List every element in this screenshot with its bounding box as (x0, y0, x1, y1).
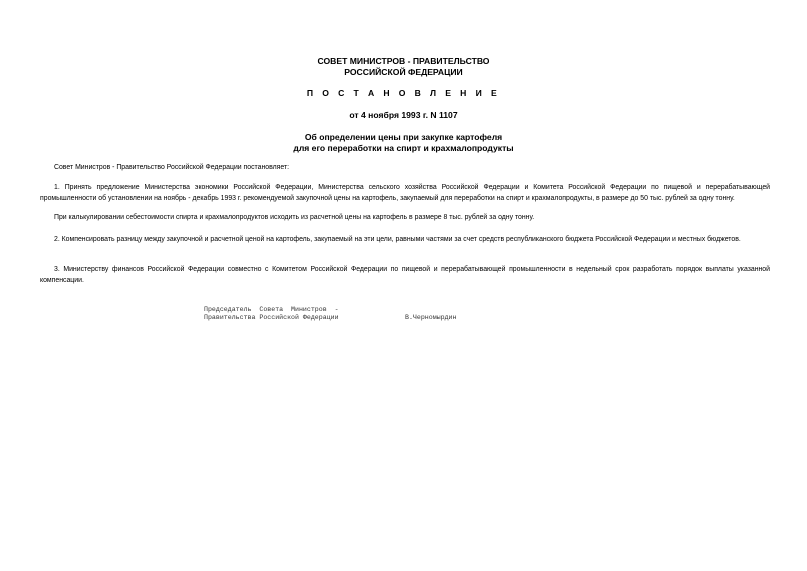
decree-title-line2: для его переработки на спирт и крахмалопродукты (293, 143, 514, 153)
signatory-name: В.Черномырдин (405, 314, 457, 321)
intro-paragraph: Совет Министров - Правительство Российской Федерации постановляет: (54, 164, 290, 171)
paragraph-3: 3. Министерству финансов Российской Федерации совместно с Комитетом Российской Федерации по пищевой и перерабатывающей промышленности в недельный срок разработать порядок выплаты указанной компенсации. (40, 266, 770, 284)
decree-date-number: от 4 ноября 1993 г. N 1107 (349, 110, 458, 120)
signatory-title-line1: Председатель Совета Министров - (204, 306, 339, 313)
decree-heading: П О С Т А Н О В Л Е Н И Е (306, 88, 501, 98)
decree-title-line1: Об определении цены при закупке картофеля (304, 132, 503, 142)
paragraph-1b: При калькулировании себестоимости спирта и крахмалопродуктов исходить из расчетной цены на картофель в размере 8 тыс. рублей за одну тонну. (54, 214, 535, 221)
paragraph-1: 1. Принять предложение Министерства экономики Российской Федерации, Министерства сельского хозяйства Российской Федерации и Комитета Российской Федерации по пищевой и перерабатывающей промышленности об установлении на ноябрь - декабрь 1993 г. рекомендуемой закупочной цены на картофель, закупаемый для переработки на спирт и крахмалопродукты, в размере до 50 тыс. рублей за одну тонну. (40, 184, 770, 202)
org-title-line2: РОССИЙСКОЙ ФЕДЕРАЦИИ (344, 67, 463, 77)
org-title-line1: СОВЕТ МИНИСТРОВ - ПРАВИТЕЛЬСТВО (317, 56, 490, 66)
paragraph-2: 2. Компенсировать разницу между закупочной и расчетной ценой на картофель, закупаемый на эти цели, равными частями за счет средств республиканского бюджета Российской Федерации и местных бюджетов. (54, 236, 741, 243)
signatory-title-line2: Правительства Российской Федерации (204, 314, 339, 321)
